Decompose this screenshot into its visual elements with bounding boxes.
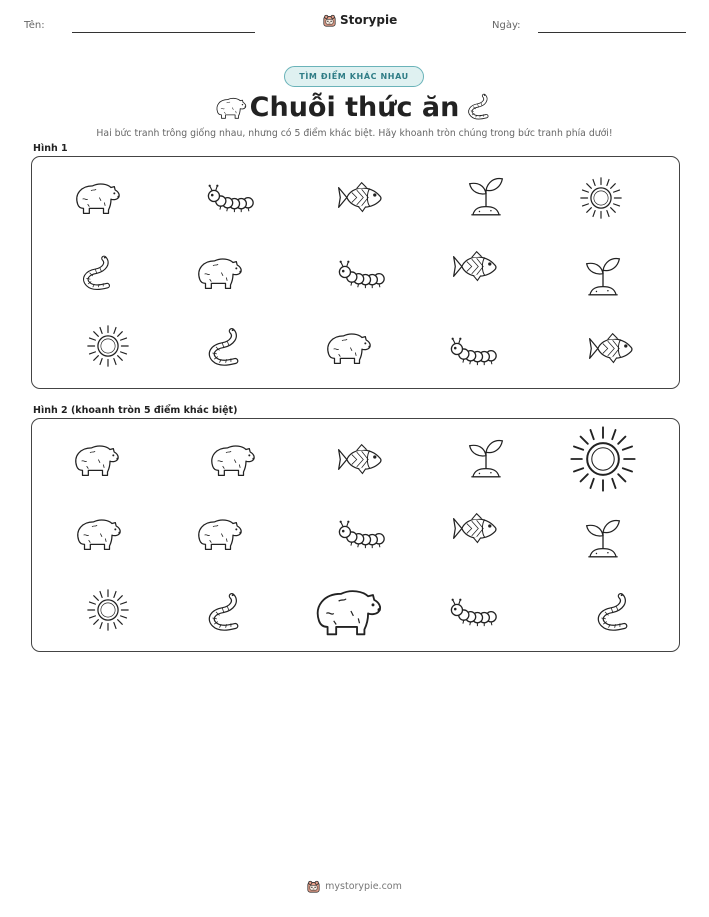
caterpillar-icon (207, 184, 255, 213)
bear-icon (70, 441, 120, 478)
bear-icon (193, 254, 243, 291)
bear-icon (71, 179, 121, 216)
sun-icon (570, 426, 636, 492)
sprout-icon (468, 175, 504, 217)
worm-icon (594, 589, 630, 633)
worm-icon (205, 324, 241, 368)
caterpillar-icon (450, 337, 498, 366)
name-label: Tên: (24, 20, 45, 31)
storypie-logo-icon (307, 880, 320, 893)
page-title: Chuỗi thức ăn (249, 92, 460, 123)
storypie-logo (323, 13, 397, 27)
picture-panel-1 (31, 156, 680, 389)
caterpillar-icon (338, 260, 386, 289)
fish-icon (337, 181, 383, 214)
bear-icon (309, 584, 383, 638)
worm-icon (205, 589, 241, 633)
date-field[interactable] (538, 32, 686, 33)
caterpillar-icon (338, 520, 386, 549)
sun-icon (580, 177, 622, 219)
storypie-logo-icon (323, 14, 336, 27)
brand-name: Storypie (340, 13, 398, 27)
footer-url[interactable]: mystorypie.com (325, 881, 402, 892)
bear-icon (72, 515, 122, 552)
sun-icon (87, 589, 129, 631)
date-label: Ngày: (492, 20, 521, 31)
panel-1-label: Hình 1 (33, 143, 68, 154)
bear-icon (193, 515, 243, 552)
worm-icon (80, 251, 112, 293)
sprout-icon (585, 517, 621, 559)
footer (0, 880, 709, 893)
name-field[interactable] (72, 32, 255, 33)
picture-panel-2 (31, 418, 680, 652)
bear-icon (322, 329, 372, 366)
instructions: Hai bức tranh trông giống nhau, nhưng có 5 điểm khác biệt. Hãy khoanh tròn chúng trong bức tranh phía dưới! (96, 128, 613, 139)
fish-icon (588, 332, 634, 365)
bear-icon (206, 441, 256, 478)
sprout-icon (468, 437, 504, 479)
sun-icon (87, 325, 129, 367)
worm-icon (466, 91, 490, 121)
sprout-icon (585, 255, 621, 297)
activity-badge: TÌM ĐIỂM KHÁC NHAU (284, 66, 424, 87)
fish-icon (337, 443, 383, 476)
fish-icon (452, 512, 498, 545)
caterpillar-icon (450, 598, 498, 627)
panel-2-label: Hình 2 (khoanh tròn 5 điểm khác biệt) (33, 405, 238, 416)
fish-icon (452, 250, 498, 283)
